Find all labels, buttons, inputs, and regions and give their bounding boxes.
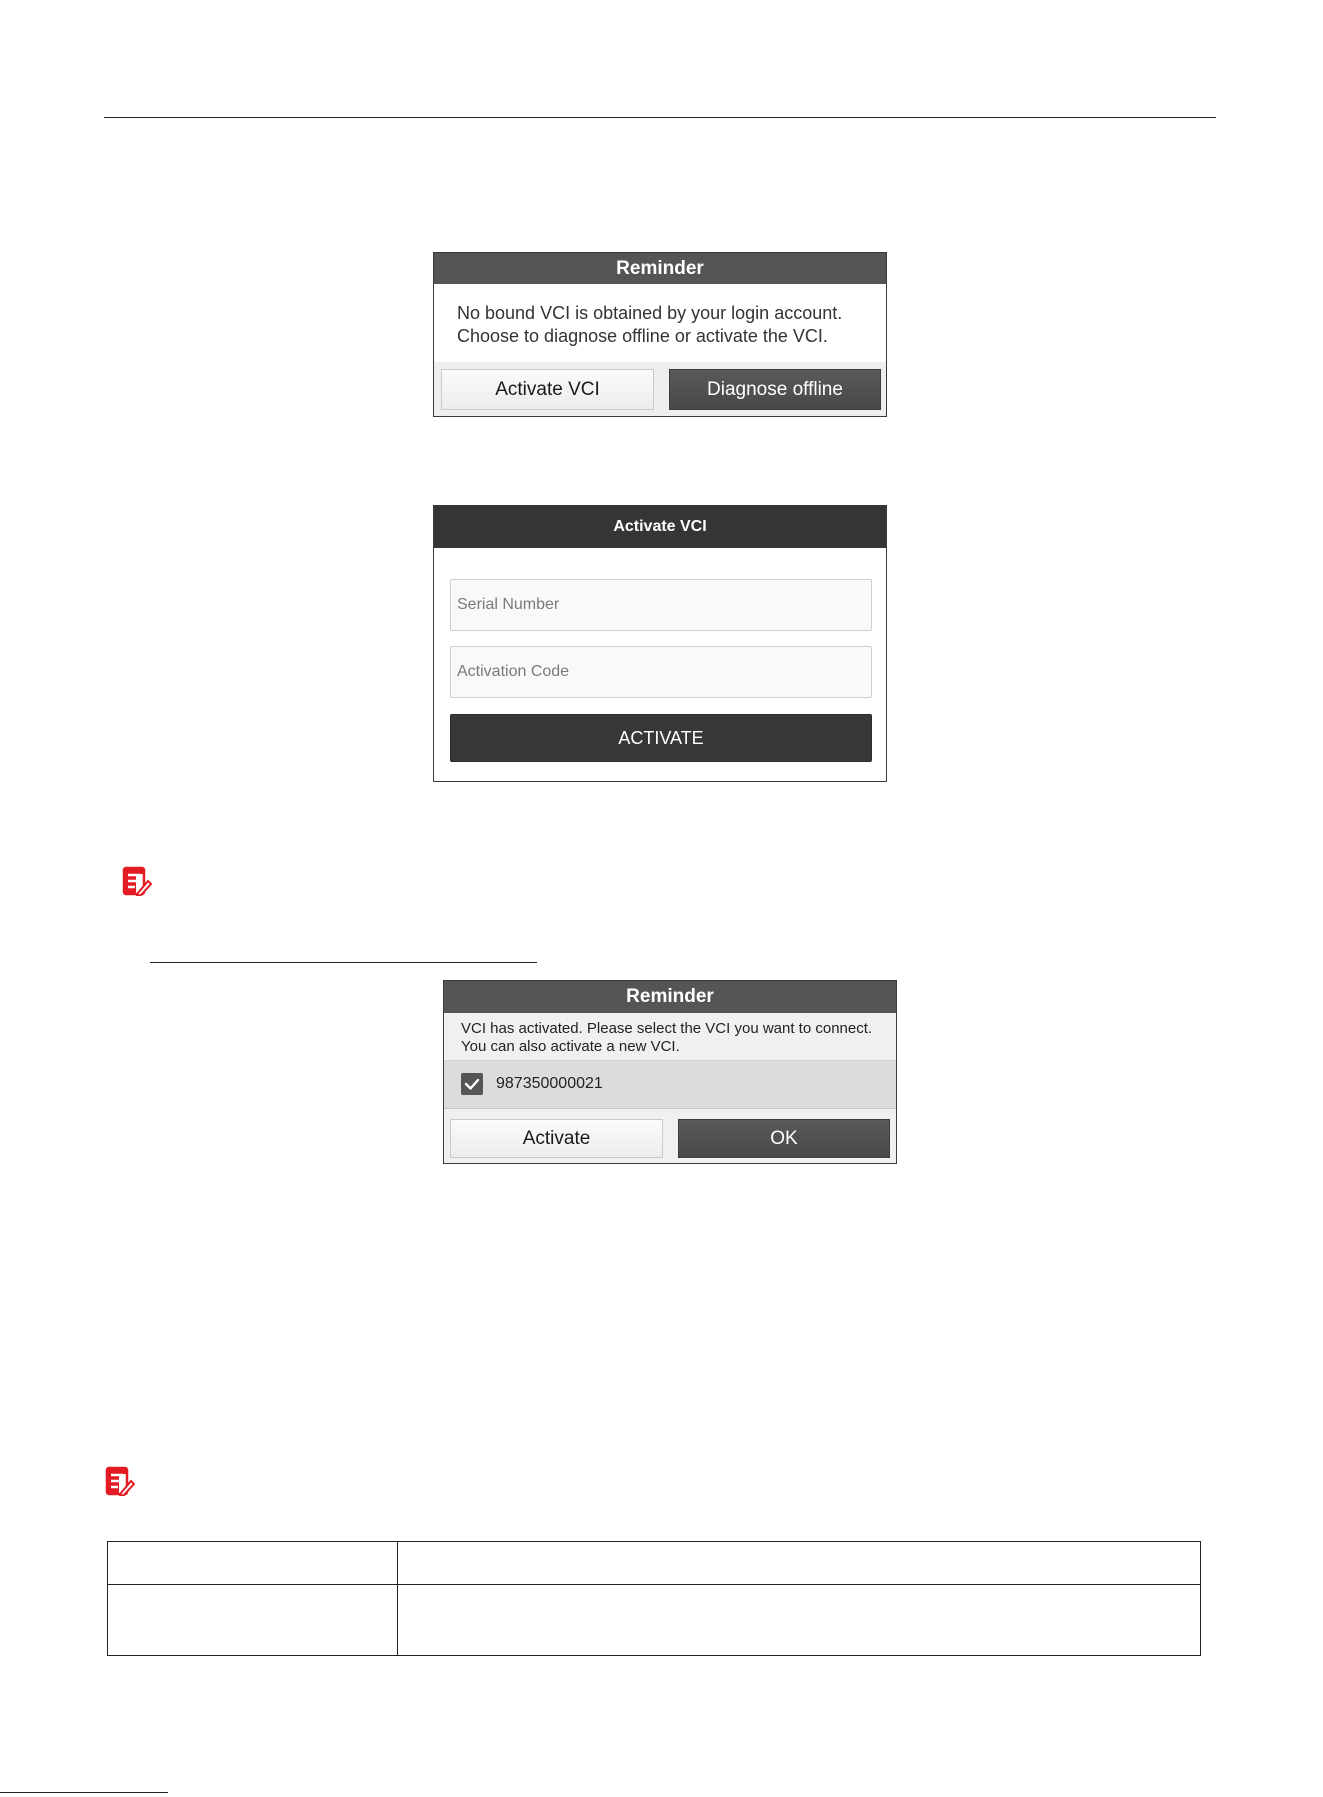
table-cell xyxy=(108,1585,398,1656)
vci-list-item[interactable] xyxy=(444,1061,896,1109)
vci-checkbox[interactable] xyxy=(461,1073,483,1095)
table-cell xyxy=(108,1542,398,1585)
select-vci-dialog xyxy=(443,980,897,1164)
table-row xyxy=(108,1585,1201,1656)
dialog-message-line: Choose to diagnose offline or activate the VCI. xyxy=(457,326,828,346)
dialog-button-bar xyxy=(434,362,886,416)
reminder-dialog xyxy=(433,252,887,417)
dialog-message xyxy=(444,1013,896,1061)
dialog-message xyxy=(434,284,886,362)
info-table xyxy=(107,1541,1201,1656)
dialog-message-line: VCI has activated. Please select the VCI you want to connect. xyxy=(461,1020,873,1037)
ok-button[interactable]: OK xyxy=(678,1119,890,1158)
activate-button[interactable]: Activate xyxy=(450,1119,663,1158)
note-icon xyxy=(103,1466,135,1496)
activate-vci-dialog xyxy=(433,505,887,782)
check-icon xyxy=(461,1073,483,1095)
section-underline xyxy=(150,962,537,963)
dialog-title: Reminder xyxy=(434,253,886,284)
vci-serial-number: 987350000021 xyxy=(496,1075,603,1092)
diagnose-offline-button[interactable]: Diagnose offline xyxy=(669,369,881,410)
note-icon xyxy=(120,866,152,896)
dialog-title: Activate VCI xyxy=(434,506,886,548)
table-cell xyxy=(398,1542,1201,1585)
activation-code-input[interactable] xyxy=(450,646,872,698)
dialog-title: Reminder xyxy=(444,981,896,1013)
table-cell xyxy=(398,1585,1201,1656)
dialog-message-line: No bound VCI is obtained by your login account. xyxy=(457,303,843,323)
activate-button[interactable]: ACTIVATE xyxy=(450,714,872,762)
activate-vci-button[interactable]: Activate VCI xyxy=(441,369,654,410)
table-row xyxy=(108,1542,1201,1585)
dialog-message-line: You can also activate a new VCI. xyxy=(461,1038,680,1055)
serial-number-input[interactable] xyxy=(450,579,872,631)
header-divider xyxy=(104,117,1216,118)
footer-divider xyxy=(0,1792,168,1793)
